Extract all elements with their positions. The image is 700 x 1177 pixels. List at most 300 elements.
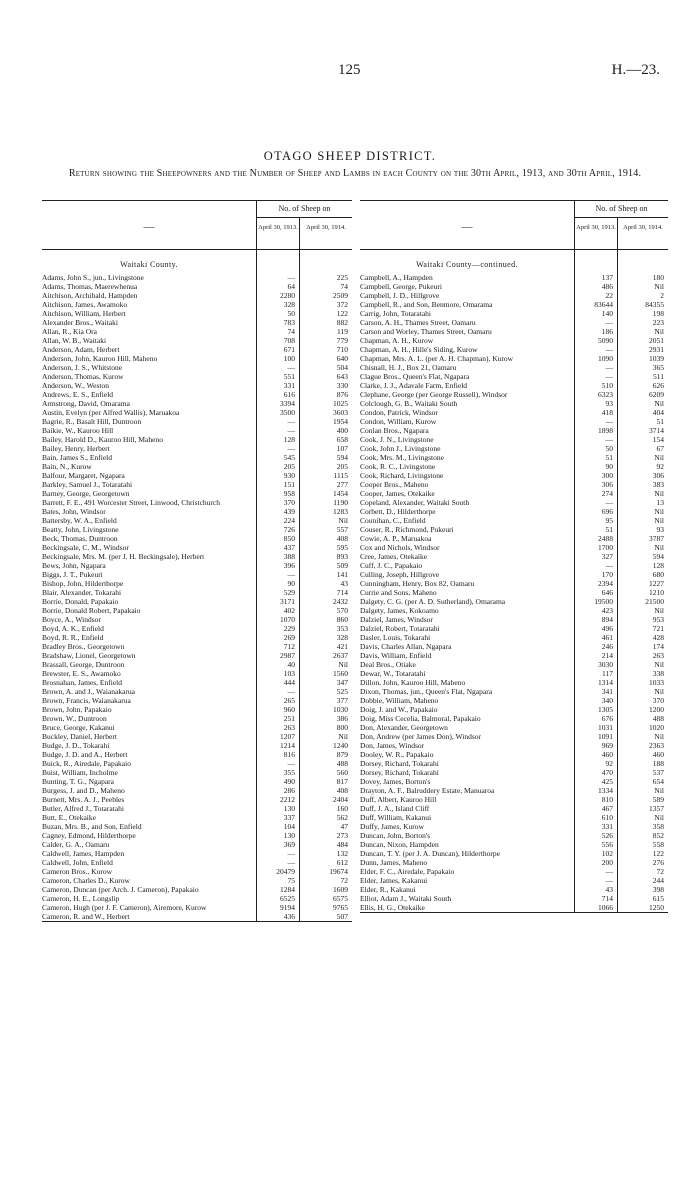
table-row bbox=[360, 849, 668, 858]
table-row bbox=[360, 543, 668, 552]
sheep-1914-cell: 93 bbox=[656, 525, 664, 534]
sheep-1913-cell: 205 bbox=[283, 462, 295, 471]
owner-cell: Austin, Evelyn (per Alfred Wallis), Maruakoa bbox=[42, 408, 180, 417]
table-row bbox=[42, 903, 352, 912]
table-row bbox=[42, 426, 352, 435]
owner-cell: Aitchison, Archibald, Hampden bbox=[42, 291, 138, 300]
sheep-1914-cell: 122 bbox=[336, 309, 348, 318]
table-row bbox=[42, 363, 352, 372]
sheep-1914-cell: 428 bbox=[652, 633, 664, 642]
sheep-1914-cell: 372 bbox=[336, 300, 348, 309]
owner-cell: Elder, R., Kakanui bbox=[360, 885, 416, 894]
column-1913-header: April 30, 1913. bbox=[574, 218, 617, 249]
sheep-1913-cell: 229 bbox=[283, 624, 295, 633]
table-row bbox=[42, 318, 352, 327]
table-row bbox=[42, 885, 352, 894]
table-row bbox=[360, 300, 668, 309]
table-row bbox=[360, 732, 668, 741]
table-row bbox=[360, 768, 668, 777]
sheep-1914-cell: 128 bbox=[652, 561, 664, 570]
sheep-1914-cell: 386 bbox=[336, 714, 348, 723]
owner-cell: Couser, R., Richmond, Pukeuri bbox=[360, 525, 454, 534]
table-row bbox=[360, 354, 668, 363]
owner-cell: Aitchison, William, Herbert bbox=[42, 309, 126, 318]
owner-cell: Barrett, F. E., 491 Worcester Street, Linwood, Christchurch bbox=[42, 498, 220, 507]
table-row bbox=[360, 606, 668, 615]
sheep-1914-cell: 560 bbox=[336, 768, 348, 777]
table-row bbox=[360, 885, 668, 894]
table-row bbox=[360, 615, 668, 624]
owner-cell: Boyd, A. K., Enfield bbox=[42, 624, 104, 633]
table-row bbox=[360, 759, 668, 768]
owner-cell: Allan, W. B., Waitaki bbox=[42, 336, 107, 345]
owner-cell: Condon, William, Kurow bbox=[360, 417, 437, 426]
owner-cell: Dalgety, James, Kokoamo bbox=[360, 606, 439, 615]
table-row bbox=[42, 525, 352, 534]
table-row bbox=[42, 858, 352, 867]
sheep-1913-cell: 140 bbox=[601, 309, 613, 318]
owner-cell: Cameron, Duncan (per Arch. J. Cameron), Papakaio bbox=[42, 885, 199, 894]
table-row bbox=[360, 525, 668, 534]
table-row bbox=[360, 282, 668, 291]
sheep-1914-cell: 6575 bbox=[333, 894, 348, 903]
sheep-1913-cell: 327 bbox=[601, 552, 613, 561]
owner-cell: Caldwell, John, Enfield bbox=[42, 858, 113, 867]
owner-cell: Chisnall, H. J., Box 21, Oamaru bbox=[360, 363, 457, 372]
table-row bbox=[42, 273, 352, 282]
table-row bbox=[42, 894, 352, 903]
owner-cell: Carrig, John, Totaratahi bbox=[360, 309, 431, 318]
owner-cell: Anderson, Adam, Herbert bbox=[42, 345, 120, 354]
sheep-1913-cell: 3394 bbox=[280, 399, 295, 408]
table-row bbox=[360, 399, 668, 408]
sheep-1914-cell: 1025 bbox=[333, 399, 348, 408]
sheep-1914-cell: 263 bbox=[652, 651, 664, 660]
table-row bbox=[42, 759, 352, 768]
sheep-1914-cell: 1250 bbox=[649, 903, 664, 912]
owner-cell: Cox and Nichols, Windsor bbox=[360, 543, 440, 552]
sheep-1914-cell: 72 bbox=[656, 867, 664, 876]
table-row bbox=[42, 372, 352, 381]
owner-cell: Brown, W., Duntroon bbox=[42, 714, 107, 723]
table-row bbox=[42, 705, 352, 714]
sheep-1913-cell: — bbox=[287, 759, 295, 768]
table-row bbox=[42, 282, 352, 291]
owner-cell: Cagney, Edmond, Hilderthorpe bbox=[42, 831, 136, 840]
table-row bbox=[42, 912, 352, 921]
sheep-1914-cell: 558 bbox=[652, 840, 664, 849]
owner-cell: Bruce, George, Kakanui bbox=[42, 723, 115, 732]
owner-cell: Adams, Thomas, Maerewhenua bbox=[42, 282, 138, 291]
sheep-1913-cell: 328 bbox=[283, 300, 295, 309]
owner-cell: Barkley, Samuel J., Totaratahi bbox=[42, 480, 133, 489]
owner-cell: Elder, James, Kakanui bbox=[360, 876, 428, 885]
table-row bbox=[360, 723, 668, 732]
table-row bbox=[42, 840, 352, 849]
table-row bbox=[360, 471, 668, 480]
table-row bbox=[42, 417, 352, 426]
owner-cell: Chapman, A. H., Kurow bbox=[360, 336, 434, 345]
table-row bbox=[42, 597, 352, 606]
table-row bbox=[42, 732, 352, 741]
table-row bbox=[360, 480, 668, 489]
sheep-1914-cell: 358 bbox=[652, 822, 664, 831]
owner-cell: Campbell, J. D., Hillgrove bbox=[360, 291, 440, 300]
sheep-1914-cell: 398 bbox=[652, 885, 664, 894]
sheep-1914-cell: 421 bbox=[336, 642, 348, 651]
sheep-1913-cell: — bbox=[605, 318, 613, 327]
sheep-1913-cell: 714 bbox=[601, 894, 613, 903]
sheep-1914-cell: 132 bbox=[336, 849, 348, 858]
sheep-1914-cell: 882 bbox=[336, 318, 348, 327]
sheep-1914-cell: 47 bbox=[340, 822, 348, 831]
sheep-1913-cell: — bbox=[287, 687, 295, 696]
owner-cell: Carson and Worley, Thames Street, Oamaru bbox=[360, 327, 492, 336]
sheep-1914-cell: 557 bbox=[336, 525, 348, 534]
owner-cell: Cook, Richard, Livingstone bbox=[360, 471, 444, 480]
owner-cell: Duffy, James, Kurow bbox=[360, 822, 424, 831]
table-row bbox=[360, 390, 668, 399]
owner-cell: Dorsey, Richard, Tokarahi bbox=[360, 759, 439, 768]
table-row bbox=[42, 696, 352, 705]
sheep-1913-cell: 467 bbox=[601, 804, 613, 813]
table-row bbox=[42, 849, 352, 858]
sheep-1914-cell: 1227 bbox=[649, 579, 664, 588]
table-row bbox=[360, 291, 668, 300]
sheep-1914-cell: 107 bbox=[336, 444, 348, 453]
sheep-1914-cell: 154 bbox=[652, 435, 664, 444]
sheep-1914-cell: 595 bbox=[336, 543, 348, 552]
sheep-1914-cell: 377 bbox=[336, 696, 348, 705]
sheep-1913-cell: 646 bbox=[601, 588, 613, 597]
table-row bbox=[42, 309, 352, 318]
table-row bbox=[360, 516, 668, 525]
sheep-1914-cell: Nil bbox=[654, 813, 664, 822]
sheep-1913-cell: — bbox=[605, 561, 613, 570]
owner-cell: Carson, A. H., Thames Street, Oamaru bbox=[360, 318, 476, 327]
sheep-1913-cell: 610 bbox=[601, 813, 613, 822]
owner-cell: Duncan, John, Borton's bbox=[360, 831, 431, 840]
sheep-1913-cell: 1066 bbox=[598, 903, 613, 912]
owner-cell: Budge, J. D. and A., Herbert bbox=[42, 750, 128, 759]
sheep-1913-cell: 103 bbox=[283, 669, 295, 678]
sheep-1914-cell: 570 bbox=[336, 606, 348, 615]
sheep-1914-cell: Nil bbox=[654, 543, 664, 552]
owner-cell: Davis, Charles Allan, Ngapara bbox=[360, 642, 452, 651]
sheep-1914-cell: 180 bbox=[652, 273, 664, 282]
sheep-1913-cell: 9194 bbox=[280, 903, 295, 912]
owner-cell: Elliot, Adam J., Waitaki South bbox=[360, 894, 452, 903]
table-row bbox=[42, 336, 352, 345]
sheep-1913-cell: — bbox=[287, 570, 295, 579]
sheep-1914-cell: Nil bbox=[654, 453, 664, 462]
sheep-1913-cell: 496 bbox=[601, 624, 613, 633]
table-row bbox=[42, 543, 352, 552]
table-row bbox=[42, 570, 352, 579]
owner-cell: Cameron, H. E., Longslip bbox=[42, 894, 120, 903]
sheep-1913-cell: 671 bbox=[283, 345, 295, 354]
column-1914-header: April 30, 1914. bbox=[299, 218, 352, 249]
sheep-1914-cell: 800 bbox=[336, 723, 348, 732]
sheep-1913-cell: 214 bbox=[601, 651, 613, 660]
sheep-1913-cell: 1031 bbox=[598, 723, 613, 732]
table-row bbox=[42, 642, 352, 651]
sheep-1913-cell: 2212 bbox=[280, 795, 295, 804]
owner-cell: Burnett, Mrs. A. J., Peebles bbox=[42, 795, 125, 804]
owner-cell: Colclough, G. B., Waitaki South bbox=[360, 399, 458, 408]
table-row bbox=[360, 777, 668, 786]
sheep-1913-cell: 20479 bbox=[276, 867, 295, 876]
sheep-1913-cell: 490 bbox=[283, 777, 295, 786]
owner-cell: Buist, William, Incholme bbox=[42, 768, 118, 777]
sheep-1914-cell: 174 bbox=[652, 642, 664, 651]
sheep-1913-cell: 90 bbox=[605, 462, 613, 471]
sheep-1913-cell: 810 bbox=[601, 795, 613, 804]
owner-cell: Alexander Bros., Waitaki bbox=[42, 318, 118, 327]
sheep-1913-cell: 444 bbox=[283, 678, 295, 687]
table-row bbox=[360, 372, 668, 381]
sheep-1914-cell: Nil bbox=[654, 507, 664, 516]
sheep-1914-cell: 507 bbox=[336, 912, 348, 921]
owner-cell: Duff, William, Kakanui bbox=[360, 813, 432, 822]
sheep-1914-cell: 852 bbox=[652, 831, 664, 840]
table-row bbox=[360, 426, 668, 435]
sheep-1913-cell: 712 bbox=[283, 642, 295, 651]
sheep-1913-cell: 22 bbox=[605, 291, 613, 300]
sheep-1913-cell: 726 bbox=[283, 525, 295, 534]
owner-cell: Doig, J. and W., Papakaio bbox=[360, 705, 438, 714]
table-row bbox=[360, 417, 668, 426]
sheep-1913-cell: 117 bbox=[602, 669, 613, 678]
table-row bbox=[42, 462, 352, 471]
sheep-1914-cell: 1560 bbox=[333, 669, 348, 678]
owner-cell: Don, Alexander, Georgetown bbox=[360, 723, 448, 732]
sheep-1914-cell: Nil bbox=[654, 516, 664, 525]
sheep-1914-cell: 51 bbox=[656, 417, 664, 426]
table-row bbox=[360, 633, 668, 642]
sheep-1913-cell: 2987 bbox=[280, 651, 295, 660]
sheep-1914-cell: 2931 bbox=[649, 345, 664, 354]
sheep-1914-cell: 43 bbox=[340, 579, 348, 588]
owner-cell: Dixon, Thomas, jun., Queen's Flat, Ngapara bbox=[360, 687, 493, 696]
sheep-1914-cell: 2404 bbox=[333, 795, 348, 804]
table-row bbox=[42, 354, 352, 363]
owner-cell: Beck, Thomas, Duntroon bbox=[42, 534, 118, 543]
table-row bbox=[42, 345, 352, 354]
owner-cell: Allan, R., Kia Ora bbox=[42, 327, 97, 336]
sheep-1914-cell: 84355 bbox=[645, 300, 664, 309]
owner-cell: Conlan Bros., Ngapara bbox=[360, 426, 429, 435]
sheep-1913-cell: 224 bbox=[283, 516, 295, 525]
sheep-1914-cell: 13 bbox=[656, 498, 664, 507]
sheep-1913-cell: 251 bbox=[283, 714, 295, 723]
page-header bbox=[0, 62, 700, 82]
owner-cell: Brown, John, Papakaio bbox=[42, 705, 112, 714]
owner-cell: Chapman, A. H., Hille's Siding, Kurow bbox=[360, 345, 478, 354]
table-row bbox=[360, 867, 668, 876]
table-row bbox=[42, 435, 352, 444]
sheep-1913-cell: 43 bbox=[605, 885, 613, 894]
owner-cell: Copeland, Alexander, Waitaki South bbox=[360, 498, 470, 507]
sheep-1914-cell: 525 bbox=[336, 687, 348, 696]
owner-cell: Cameron Bros., Kurow bbox=[42, 867, 112, 876]
sheep-1914-cell: 721 bbox=[652, 624, 664, 633]
sheep-1914-cell: 710 bbox=[336, 345, 348, 354]
owner-cell: Cunningham, Henry, Box 82, Oamaru bbox=[360, 579, 475, 588]
sheep-1913-cell: 960 bbox=[283, 705, 295, 714]
owner-cell: Cameron, Hugh (per J. F. Cameron), Airemore, Kurow bbox=[42, 903, 207, 912]
table-row bbox=[360, 408, 668, 417]
sheep-1914-cell: 488 bbox=[652, 714, 664, 723]
sheep-1914-cell: 2509 bbox=[333, 291, 348, 300]
sheep-1913-cell: 388 bbox=[283, 552, 295, 561]
table-row bbox=[360, 642, 668, 651]
sheep-1913-cell: 418 bbox=[601, 408, 613, 417]
sheep-1914-cell: 330 bbox=[336, 381, 348, 390]
table-row bbox=[42, 561, 352, 570]
owner-cell: Anderson, J. S., Whitstone bbox=[42, 363, 123, 372]
sheep-1913-cell: 130 bbox=[283, 804, 295, 813]
table-row bbox=[42, 741, 352, 750]
table-row bbox=[42, 795, 352, 804]
table-row bbox=[360, 579, 668, 588]
sheep-1914-cell: 589 bbox=[652, 795, 664, 804]
owner-cell: Doig, Miss Cecelia, Balmoral, Papakaio bbox=[360, 714, 481, 723]
sheep-1913-cell: 83644 bbox=[594, 300, 613, 309]
owner-cell: Biggs, J. T., Pukeuri bbox=[42, 570, 103, 579]
table-row bbox=[42, 444, 352, 453]
sheep-1913-cell: 186 bbox=[601, 327, 613, 336]
sheep-1913-cell: — bbox=[287, 417, 295, 426]
sheep-1913-cell: 969 bbox=[601, 741, 613, 750]
sheep-1914-cell: 658 bbox=[336, 435, 348, 444]
owner-cell: Bradley Bros., Georgetown bbox=[42, 642, 125, 651]
sheep-1913-cell: 402 bbox=[283, 606, 295, 615]
table-row bbox=[42, 327, 352, 336]
owner-cell: Blair, Alexander, Tokarahi bbox=[42, 588, 122, 597]
table-row bbox=[360, 786, 668, 795]
sheep-1914-cell: 612 bbox=[336, 858, 348, 867]
sheep-1914-cell: 714 bbox=[336, 588, 348, 597]
sheep-1914-cell: 160 bbox=[336, 804, 348, 813]
section-heading: Waitaki County. bbox=[120, 260, 178, 269]
owner-cell: Calder, G. A., Oamaru bbox=[42, 840, 110, 849]
owner-cell: Bews, John, Ngapara bbox=[42, 561, 106, 570]
sheep-1913-cell: 894 bbox=[601, 615, 613, 624]
owner-cell: Beatty, John, Livingstone bbox=[42, 525, 119, 534]
sheep-1913-cell: 151 bbox=[283, 480, 295, 489]
sheep-1913-cell: 1898 bbox=[598, 426, 613, 435]
sheep-1913-cell: 5090 bbox=[598, 336, 613, 345]
owner-cell: Beckingsale, Mrs. M. (per J. H. Beckingsale), Herbert bbox=[42, 552, 205, 561]
sheep-1913-cell: 696 bbox=[601, 507, 613, 516]
table-row bbox=[360, 624, 668, 633]
owner-cell: Elder, F. C., Airedale, Papakaio bbox=[360, 867, 455, 876]
sheep-1914-cell: Nil bbox=[338, 660, 348, 669]
table-row bbox=[42, 624, 352, 633]
owner-cell: Deal Bros., Otiake bbox=[360, 660, 416, 669]
owner-cell: Cuff, J. C., Papakaio bbox=[360, 561, 423, 570]
table-header bbox=[360, 200, 668, 250]
owner-cell: Brown, Francis, Waianakarua bbox=[42, 696, 131, 705]
sheep-1914-cell: 21500 bbox=[645, 597, 664, 606]
owner-cell: Cooper Bros., Maheno bbox=[360, 480, 429, 489]
sheep-1914-cell: 1954 bbox=[333, 417, 348, 426]
sheep-1913-cell: 958 bbox=[283, 489, 295, 498]
table-row bbox=[42, 714, 352, 723]
owner-cell: Clarke, J. J., Adavale Farm, Enfield bbox=[360, 381, 468, 390]
sheep-1914-cell: 273 bbox=[336, 831, 348, 840]
sheep-1913-cell: — bbox=[605, 498, 613, 507]
table-row bbox=[360, 489, 668, 498]
table-row bbox=[42, 534, 352, 543]
sheep-1913-cell: 3171 bbox=[280, 597, 295, 606]
table-row bbox=[42, 723, 352, 732]
sheep-1914-cell: 594 bbox=[652, 552, 664, 561]
owner-cell: Campbell, A., Hampden bbox=[360, 273, 433, 282]
sheep-1913-cell: — bbox=[287, 273, 295, 282]
sheep-1914-cell: 198 bbox=[652, 309, 664, 318]
owner-cell: Burgess, J. and D., Maheno bbox=[42, 786, 125, 795]
sheep-1913-cell: 425 bbox=[601, 777, 613, 786]
sheep-1914-cell: 643 bbox=[336, 372, 348, 381]
sheep-1913-cell: 6525 bbox=[280, 894, 295, 903]
sheep-1914-cell: 188 bbox=[652, 759, 664, 768]
owner-cell: Bunting, T. G., Ngapara bbox=[42, 777, 115, 786]
sheep-1913-cell: 286 bbox=[283, 786, 295, 795]
sheep-1913-cell: 460 bbox=[601, 750, 613, 759]
table-row bbox=[360, 750, 668, 759]
sheep-1913-cell: 100 bbox=[283, 354, 295, 363]
sheep-1914-cell: 594 bbox=[336, 453, 348, 462]
owner-cell: Dunn, James, Maheno bbox=[360, 858, 428, 867]
sheep-1914-cell: 1030 bbox=[333, 705, 348, 714]
owner-cell: Duncan, Nixon, Hampden bbox=[360, 840, 439, 849]
owner-cell: Dorsey, Richard, Tokarahi bbox=[360, 768, 439, 777]
table-row bbox=[360, 561, 668, 570]
sheep-1913-cell: 616 bbox=[283, 390, 295, 399]
sheep-1914-cell: 276 bbox=[652, 858, 664, 867]
owner-cell: Bain, James S., Enfield bbox=[42, 453, 112, 462]
sheep-1913-cell: 92 bbox=[605, 759, 613, 768]
owner-cell: Caldwell, James, Hampden bbox=[42, 849, 125, 858]
sheep-1913-cell: 2394 bbox=[598, 579, 613, 588]
sheep-1913-cell: 370 bbox=[283, 498, 295, 507]
sheep-1913-cell: — bbox=[287, 849, 295, 858]
owner-cell: Dillon, John, Kauroo Hill, Maheno bbox=[360, 678, 466, 687]
sheep-1914-cell: 3603 bbox=[333, 408, 348, 417]
owner-cell: Buckley, Daniel, Herbert bbox=[42, 732, 117, 741]
owner-cell: Adams, John S., jun., Livingstone bbox=[42, 273, 144, 282]
table-row bbox=[360, 705, 668, 714]
sheep-1914-cell: 876 bbox=[336, 390, 348, 399]
page-number: 125 bbox=[338, 62, 361, 78]
table-row bbox=[360, 876, 668, 885]
table-body bbox=[360, 250, 668, 913]
sheep-1913-cell: 470 bbox=[601, 768, 613, 777]
sheep-1914-cell: 1190 bbox=[333, 498, 348, 507]
sheep-1914-cell: 1020 bbox=[649, 723, 664, 732]
owner-cell: Dooley, W. R., Papakaio bbox=[360, 750, 434, 759]
table-row bbox=[360, 318, 668, 327]
sheep-1914-cell: 1454 bbox=[333, 489, 348, 498]
sheep-1913-cell: — bbox=[287, 426, 295, 435]
sheep-1913-cell: 1090 bbox=[598, 354, 613, 363]
sheep-1914-cell: 2051 bbox=[649, 336, 664, 345]
document-reference: H.—23. bbox=[611, 62, 660, 78]
owner-cell: Ellis, H. G., Otekaike bbox=[360, 903, 425, 912]
sheep-1913-cell: 93 bbox=[605, 399, 613, 408]
